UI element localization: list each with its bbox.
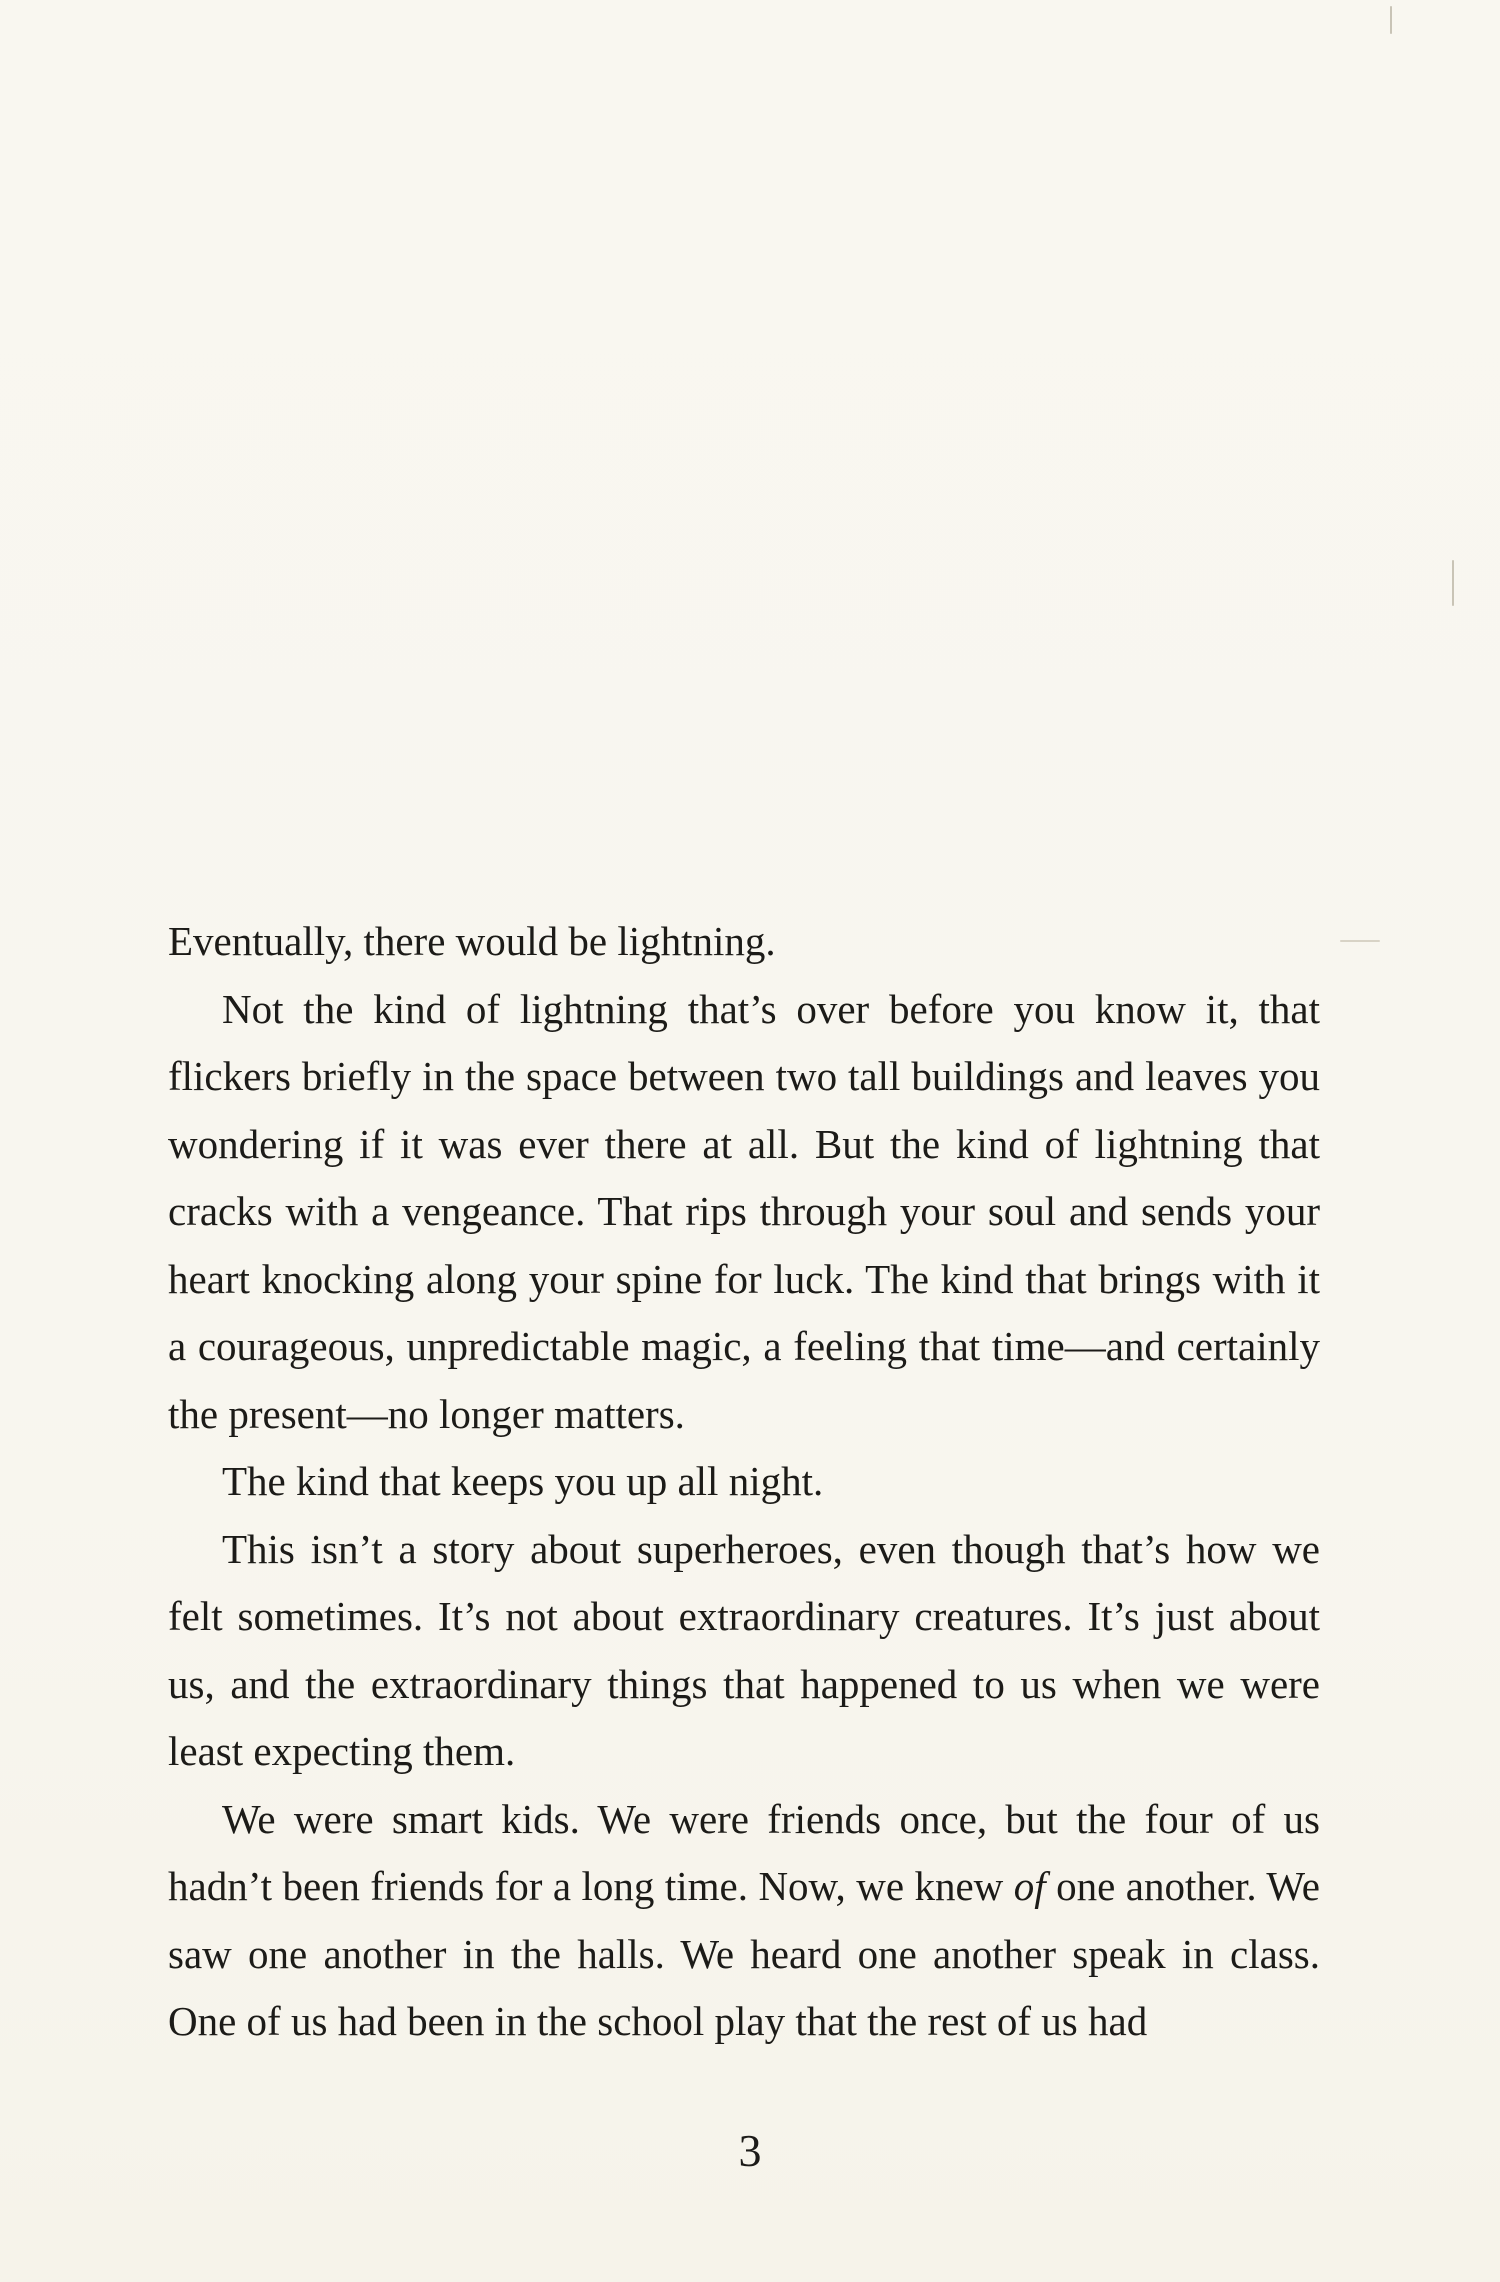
paragraph-4 [168, 1516, 1320, 1786]
page-mark-fold [1340, 940, 1380, 942]
paragraph-4-text: This isn’t a story about superheroes, even though that’s how we felt sometimes. It’s not about extraordinary creatures. It’s just about us, and the extraordinary things that happened to us when we were least expecting them. [168, 1525, 1320, 1774]
page-mark-right-edge [1452, 560, 1454, 606]
paragraph-1 [168, 908, 1320, 976]
paragraph-2-text: Not the kind of lightning that’s over before you know it, that flickers briefly in the space between two tall buildings and leaves you wondering if it was ever there at all. But the kind of lightning that cracks with a vengeance. That rips through your soul and sends your heart knocking along your spine for luck. The kind that brings with it a courageous, unpredictable magic, a feeling that time—and certainly the present—no longer matters. [168, 985, 1320, 1437]
paragraph-5-emphasis: of [1013, 1863, 1046, 1909]
page-mark-top-right [1390, 6, 1392, 34]
paragraph-3 [168, 1448, 1320, 1516]
paragraph-5 [168, 1786, 1320, 2056]
body-text [168, 908, 1320, 2056]
paragraph-1-text: Eventually, there would be lightning. [168, 918, 776, 964]
paragraph-2 [168, 976, 1320, 1449]
page-number: 3 [738, 2125, 762, 2176]
paragraph-3-text: The kind that keeps you up all night. [222, 1458, 824, 1504]
paragraph-5-text-end: one another. We saw one another in the halls. We heard one another speak in class. One of us had been in the school play that the rest of us had [168, 1863, 1321, 2044]
paragraph-5-text-start: We were smart kids. We were friends once, but the four of us hadn’t been friends for a long time. Now, we knew [168, 1795, 1320, 1909]
